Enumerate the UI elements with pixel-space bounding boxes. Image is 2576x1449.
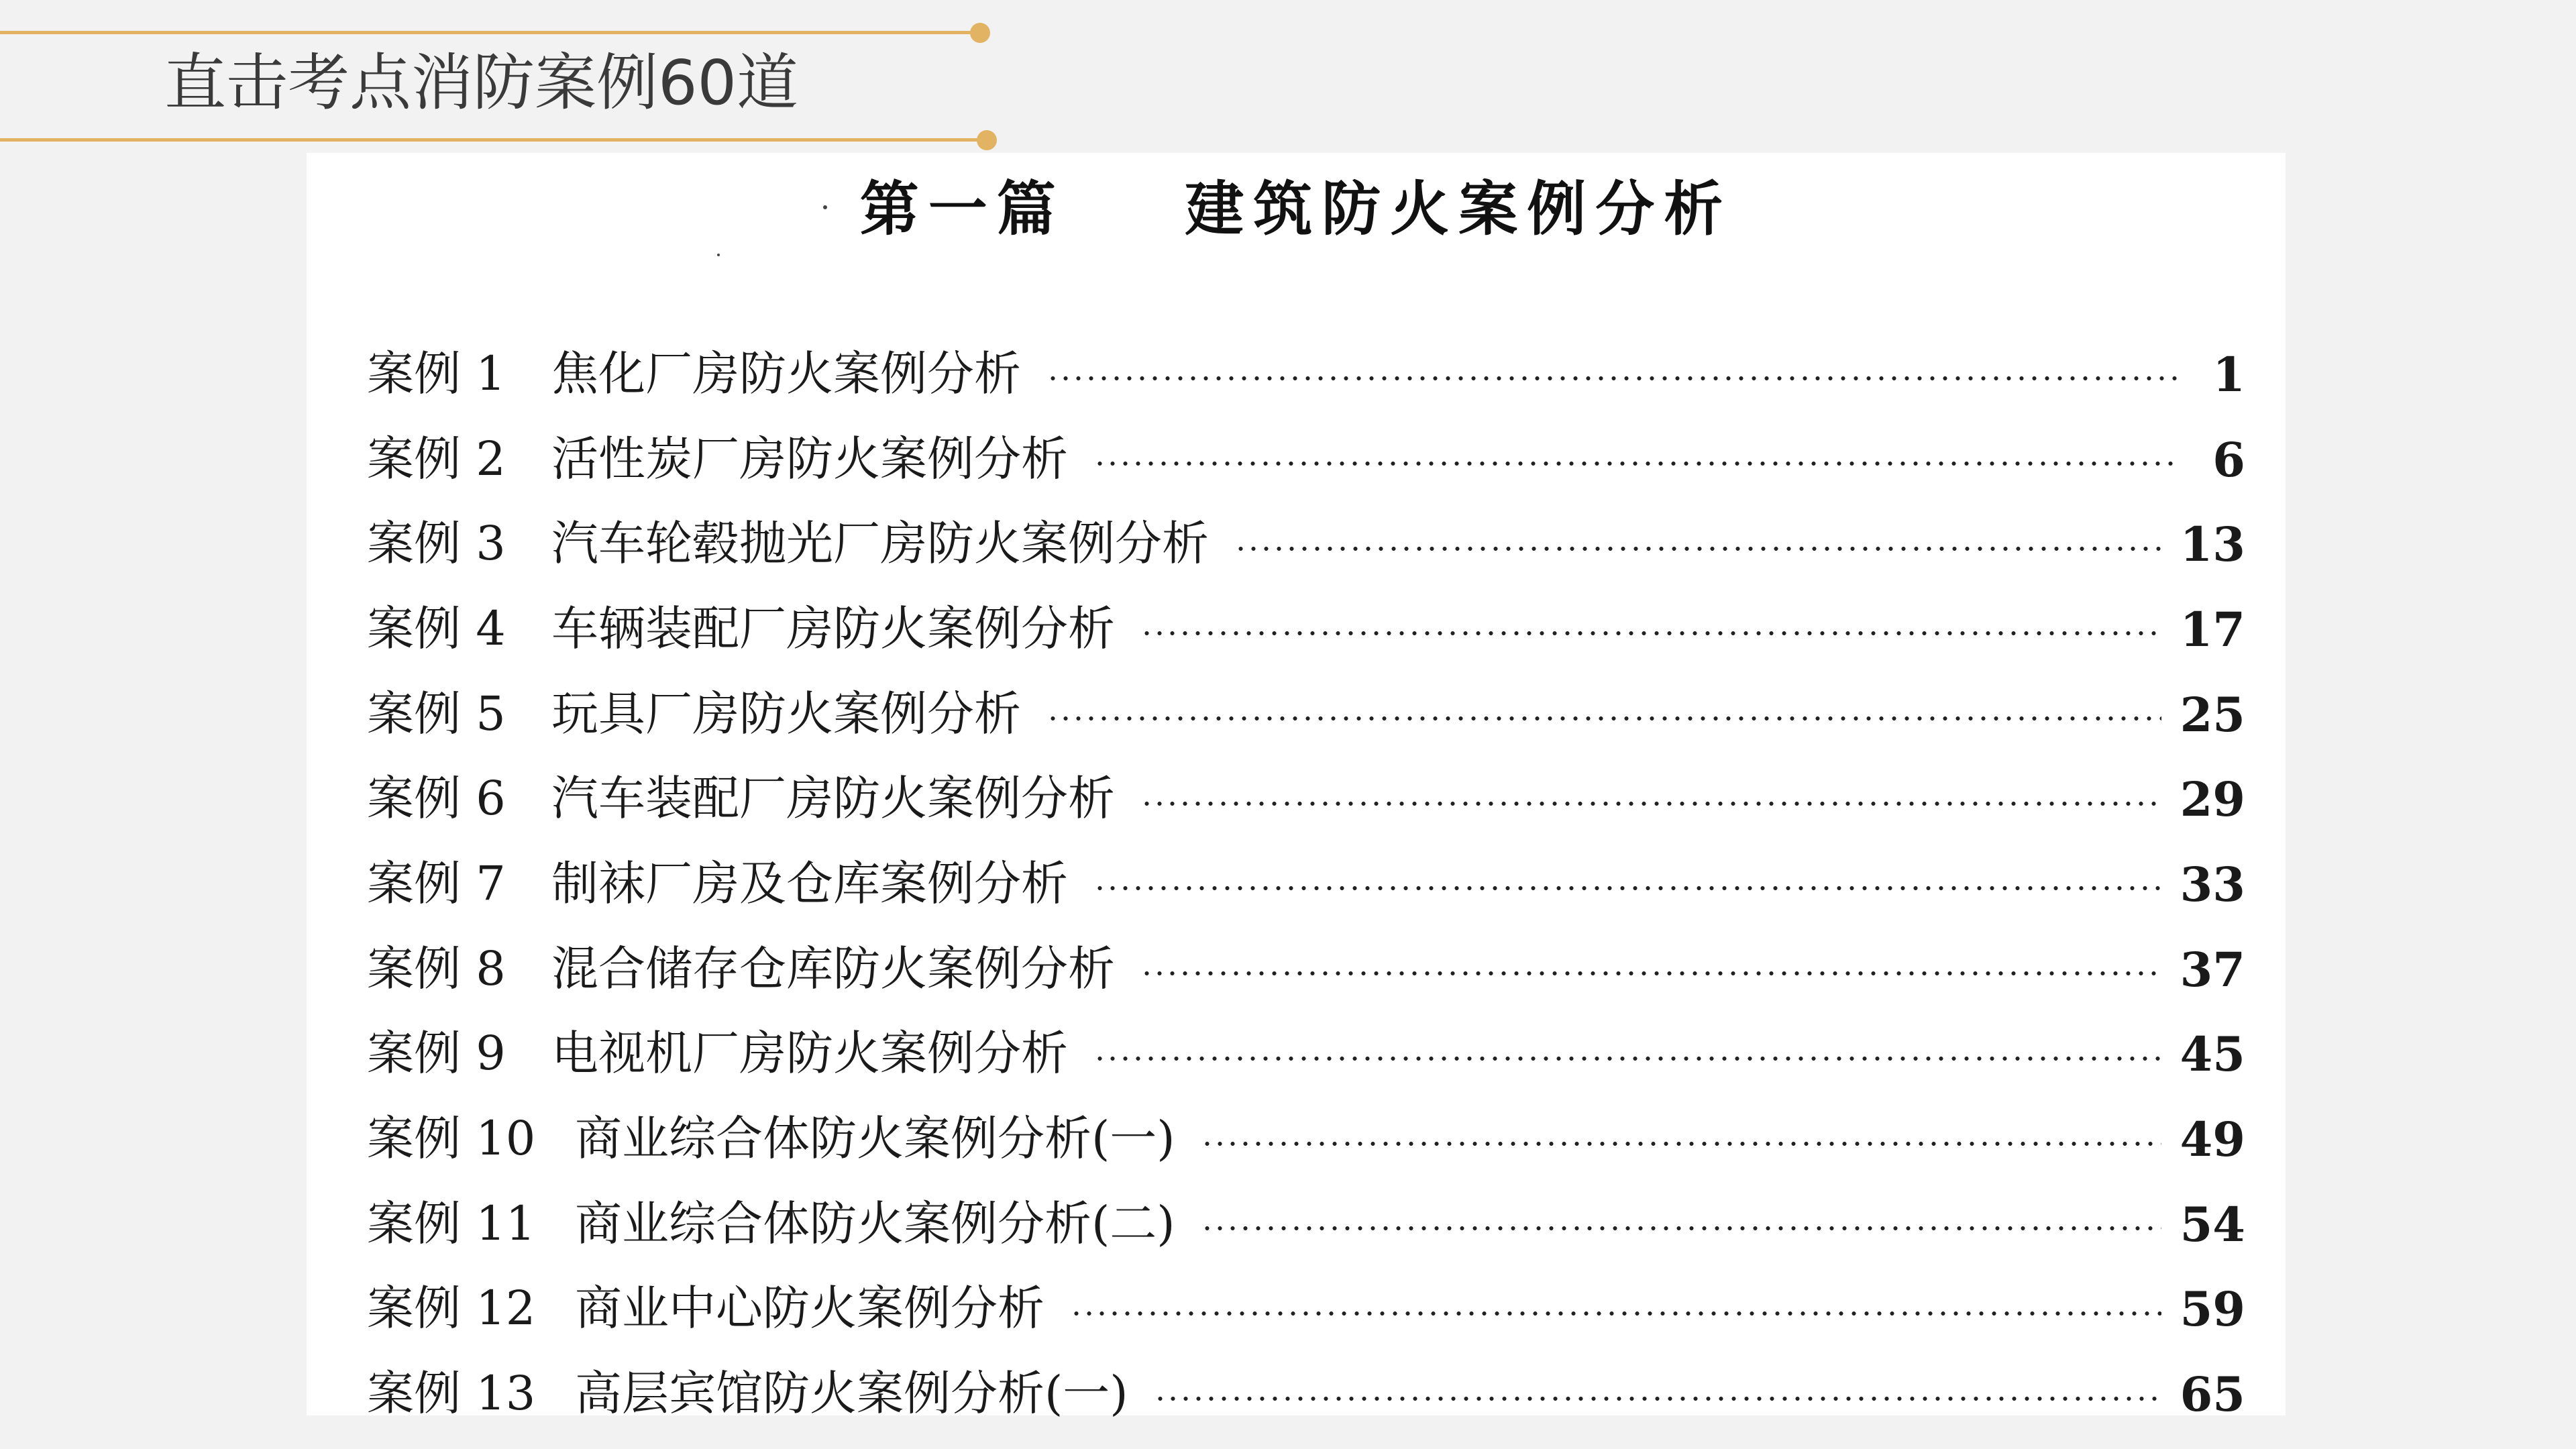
toc-entry-page: 6	[2212, 431, 2245, 488]
toc-entry-title: 高层宾馆防火案例分析(一)	[575, 1366, 1128, 1421]
dot-leader	[1234, 546, 2161, 551]
toc-entry-title: 焦化厂房防火案例分析	[551, 345, 1021, 401]
toc-entry-page: 59	[2180, 1281, 2245, 1338]
dot-leader	[1046, 376, 2180, 381]
toc-entry	[367, 1092, 2245, 1177]
toc-entry-page: 65	[2180, 1366, 2245, 1423]
toc-entry-title: 汽车装配厂房防火案例分析	[551, 771, 1115, 826]
header-rule-bottom	[0, 138, 986, 142]
toc-entry-title: 商业综合体防火案例分析(二)	[575, 1195, 1175, 1251]
toc-entry-label: 案例 10	[367, 1111, 536, 1167]
header-dot-top	[970, 23, 990, 43]
toc-entry-label: 案例 1	[367, 345, 506, 401]
toc-entry-page: 37	[2180, 941, 2245, 998]
dot-leader	[1140, 631, 2161, 636]
toc-entry	[367, 1177, 2245, 1263]
toc-entry	[367, 922, 2245, 1008]
toc-entry-label: 案例 5	[367, 686, 506, 741]
toc-entry	[367, 413, 2245, 498]
dot-leader	[1070, 1311, 2161, 1316]
toc-entry	[367, 582, 2245, 667]
toc-entry-label: 案例 6	[367, 771, 506, 826]
toc-entry-page: 49	[2180, 1112, 2245, 1168]
toc-entry	[367, 497, 2245, 582]
toc-entry-page: 54	[2180, 1196, 2245, 1252]
header-rule-top	[0, 31, 979, 34]
toc-entry-page: 13	[2180, 517, 2245, 573]
toc-entry	[367, 837, 2245, 922]
toc-entry	[367, 1347, 2245, 1432]
toc-entry-label: 案例 11	[367, 1195, 536, 1251]
toc-entry-title: 制袜厂房及仓库案例分析	[551, 855, 1068, 911]
dot-leader	[1201, 1141, 2161, 1146]
dot-leader	[1140, 801, 2161, 806]
toc-entry-title: 汽车轮毂抛光厂房防火案例分析	[551, 516, 1209, 572]
toc-entry-label: 案例 13	[367, 1366, 536, 1421]
toc-heading: 第一篇 建筑防火案例分析	[859, 174, 1733, 244]
toc-entry-page: 25	[2180, 686, 2245, 743]
toc-entry-label: 案例 3	[367, 516, 506, 572]
dot-leader	[1154, 1396, 2161, 1401]
toc-entry	[367, 327, 2245, 413]
scan-speck	[717, 254, 720, 256]
toc-entry-page: 45	[2180, 1026, 2245, 1083]
dot-leader	[1046, 716, 2161, 721]
toc-entry-page: 29	[2180, 771, 2245, 828]
toc-entry-title: 商业中心防火案例分析	[575, 1281, 1044, 1336]
toc-entry-label: 案例 2	[367, 431, 506, 486]
dot-leader	[1093, 885, 2161, 891]
dot-leader	[1201, 1226, 2161, 1231]
toc-entry-label: 案例 4	[367, 600, 506, 656]
scan-speck	[823, 205, 827, 209]
toc-entry-title: 混合储存仓库防火案例分析	[551, 941, 1115, 996]
toc-entry-title: 电视机厂房防火案例分析	[551, 1026, 1068, 1081]
dot-leader	[1093, 1056, 2161, 1061]
toc-entry-title: 玩具厂房防火案例分析	[551, 686, 1021, 741]
toc-entry-title: 车辆装配厂房防火案例分析	[551, 600, 1115, 656]
toc-entry-title: 活性炭厂房防火案例分析	[551, 431, 1068, 486]
toc-list	[367, 327, 2245, 1432]
toc-entry-page: 1	[2212, 346, 2245, 402]
toc-entry	[367, 667, 2245, 753]
toc-page-image	[307, 153, 2286, 1423]
page-title: 直击考点消防案例60道	[164, 47, 799, 119]
toc-entry-page: 33	[2180, 856, 2245, 912]
toc-entry	[367, 1263, 2245, 1348]
toc-entry-label: 案例 7	[367, 855, 506, 911]
toc-entry-label: 案例 8	[367, 941, 506, 996]
toc-entry	[367, 1008, 2245, 1093]
toc-entry-page: 17	[2180, 601, 2245, 657]
dot-leader	[1093, 461, 2180, 466]
header-dot-bottom	[977, 130, 997, 150]
toc-entry-label: 案例 12	[367, 1281, 536, 1336]
toc-entry	[367, 752, 2245, 837]
toc-entry-label: 案例 9	[367, 1026, 506, 1081]
dot-leader	[1140, 971, 2161, 976]
toc-entry-title: 商业综合体防火案例分析(一)	[575, 1111, 1175, 1167]
